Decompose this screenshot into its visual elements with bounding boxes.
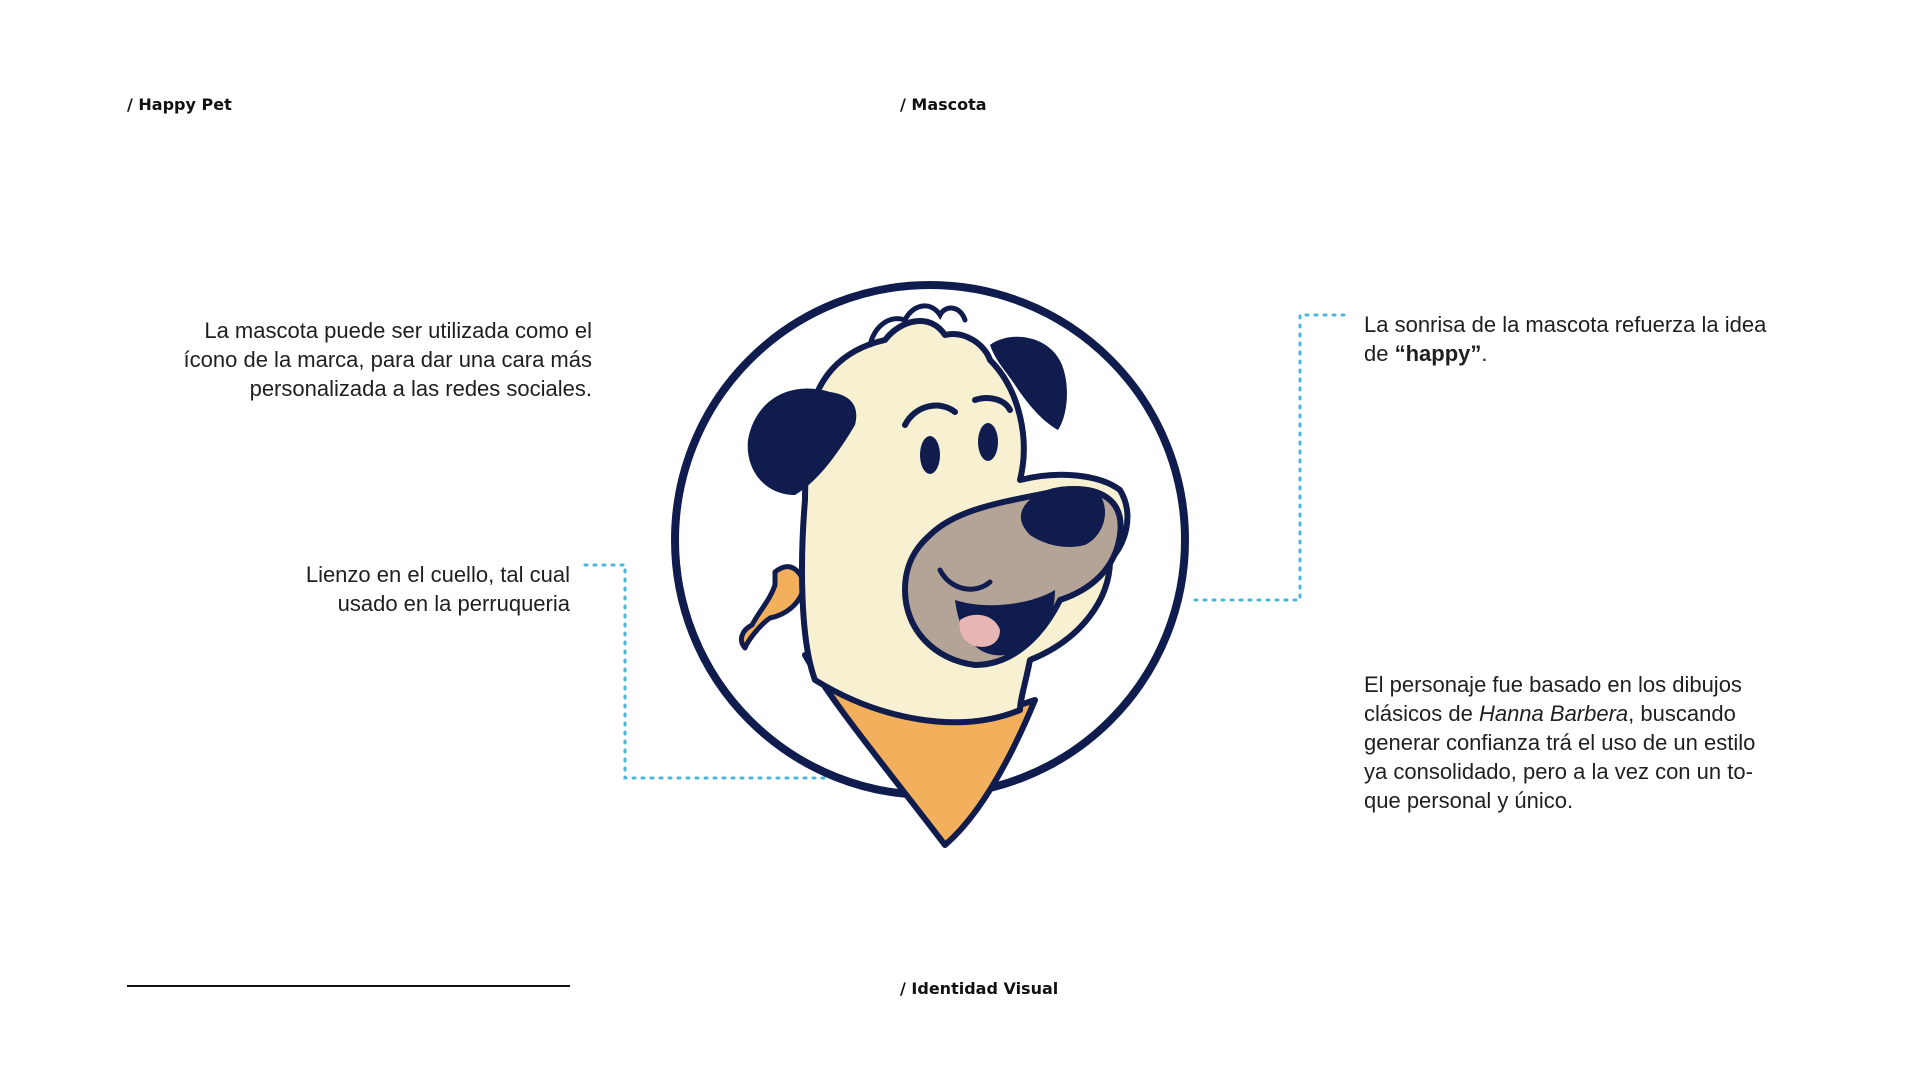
- footer-rule: [127, 985, 570, 987]
- usage-note-line: ícono de la marca, para dar una cara más: [183, 347, 592, 372]
- usage-note-line: La mascota puede ser utilizada como el: [204, 318, 592, 343]
- style-note-line: El personaje fue basado en los dibujos: [1364, 672, 1742, 697]
- neckerchief-note-line: Lienzo en el cuello, tal cual: [305, 562, 570, 587]
- style-note-prefix: clásicos de: [1364, 701, 1479, 726]
- header-center-label: / Mascota: [900, 95, 987, 114]
- usage-note-line: personalizada a las redes sociales.: [249, 376, 592, 401]
- smile-callout-line: [1195, 315, 1345, 600]
- smile-note-bold: “happy”: [1394, 341, 1482, 366]
- style-note-line: que personal y único.: [1364, 788, 1574, 813]
- style-note-suffix: , buscando: [1628, 701, 1736, 726]
- smile-note-prefix: de: [1364, 341, 1395, 366]
- style-note-italic: Hanna Barbera: [1478, 701, 1629, 726]
- left-eye: [920, 436, 940, 474]
- style-note-line: ya consolidado, pero a la vez con un to-: [1364, 759, 1753, 784]
- dog-mascot-icon: [675, 285, 1185, 845]
- smile-note-suffix: .: [1481, 341, 1488, 366]
- neckerchief-note-line: usado en la perruqueria: [337, 591, 570, 616]
- header-left-label: / Happy Pet: [127, 95, 232, 114]
- footer-center-label: / Identidad Visual: [900, 979, 1059, 998]
- style-note-line: generar confianza trá el uso de un estilo: [1364, 730, 1756, 755]
- right-eye: [978, 423, 998, 461]
- smile-note-line: La sonrisa de la mascota refuerza la idea: [1364, 312, 1767, 337]
